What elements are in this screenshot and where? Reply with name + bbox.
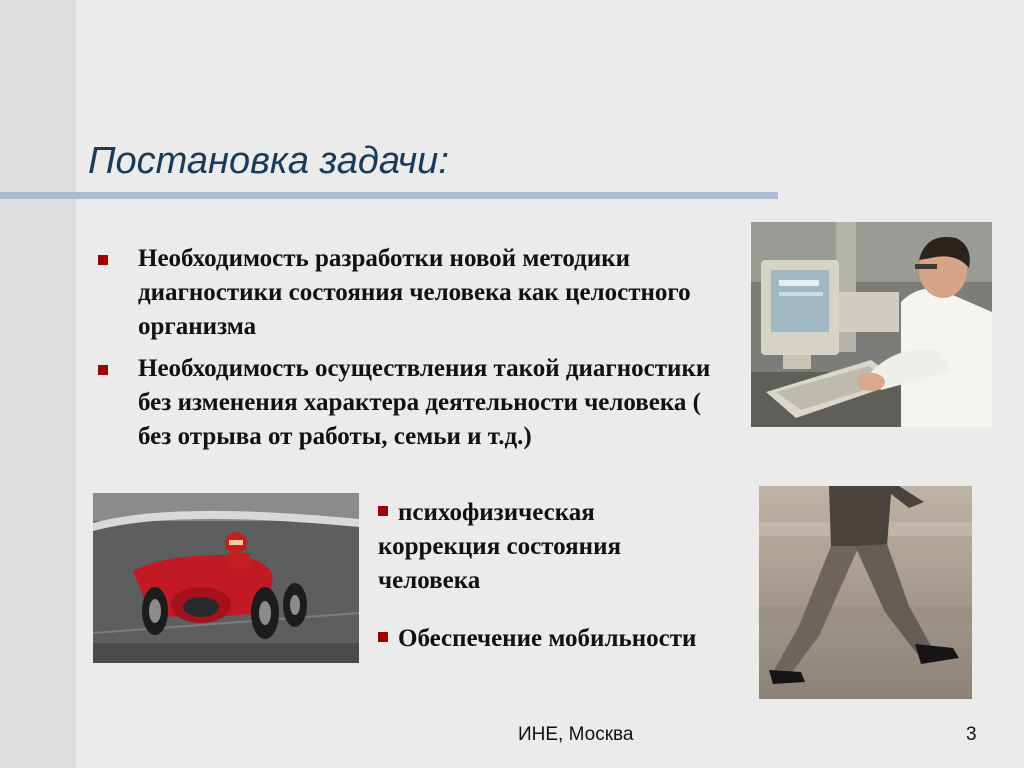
square-bullet-icon	[378, 632, 388, 642]
bullet-text: Необходимость осуществления такой диагностики без изменения характера деятельности человека ( без отрыва от работы, семьи и т.д.)	[138, 355, 711, 450]
bullet-text: Необходимость разработки новой методики диагностики состояния человека как целостного организма	[138, 245, 691, 340]
sub-bullet-correction	[378, 496, 678, 598]
square-bullet-icon	[378, 506, 388, 516]
left-decor-strip	[0, 0, 76, 768]
title-underline	[0, 192, 778, 199]
page-number: 3	[966, 724, 977, 745]
sub-bullet-mobility	[378, 622, 748, 656]
man-at-computer-photo	[751, 222, 992, 427]
walking-man-photo	[759, 486, 972, 699]
sub-bullet-text: Обеспечение мобильности	[398, 625, 697, 652]
square-bullet-icon	[98, 255, 108, 265]
bullet-item	[98, 242, 718, 344]
bullet-item	[98, 352, 718, 454]
slide-title: Постановка задачи:	[88, 140, 449, 182]
sub-bullet-text: психофизическая коррекция состояния человека	[378, 499, 621, 594]
race-car-photo	[93, 493, 359, 663]
bullet-list	[98, 242, 718, 462]
footer-text: ИНЕ, Москва	[518, 724, 634, 745]
square-bullet-icon	[98, 365, 108, 375]
